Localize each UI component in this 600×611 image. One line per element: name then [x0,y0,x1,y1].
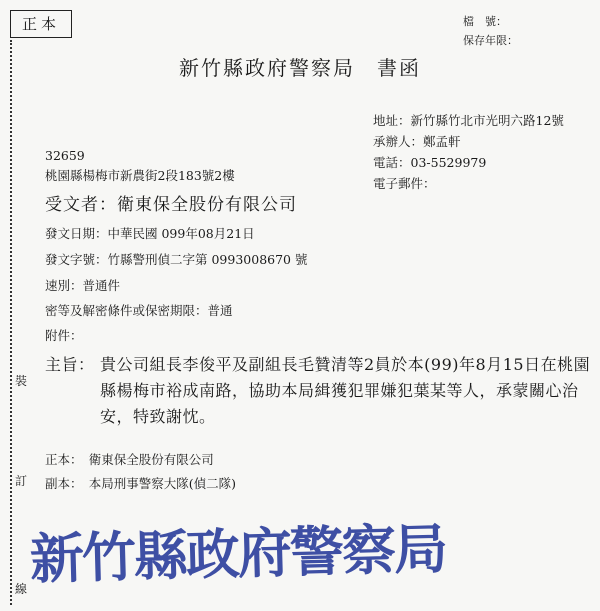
sender-address: 地址：新竹縣竹北市光明六路12號 [373,113,564,128]
binding-char-2: 訂 [15,470,27,491]
attachments: 附件： [45,328,83,343]
document-title: 新竹縣政府警察局 書函 [179,56,421,80]
document-number: 發文字號：竹縣警刑偵二字第 0993008670 號 [45,252,308,267]
subject-text: 貴公司組長李俊平及副組長毛贊清等2員於本(99)年8月15日在桃園縣楊梅市裕成南路，協助本局緝獲犯罪嫌犯葉某等人，承蒙關心治安，特致謝忱。 [100,355,591,426]
secrecy-level: 密等及解密條件或保密期限：普通 [45,303,233,318]
binding-char-3: 線 [15,578,27,599]
recipient-postal-code: 32659 [45,148,85,163]
copy-recipient: 副本： 本局刑事警察大隊(偵二隊) [45,476,237,491]
main-recipient: 正本： 衛東保全股份有限公司 [45,452,214,467]
sender-contact [373,110,564,194]
delivery-speed: 速別：普通件 [45,278,121,293]
copy-type-box: 正本 [10,10,72,38]
recipient-line: 受文者：衛東保全股份有限公司 [45,195,297,215]
agency-seal-stamp: 新竹縣政府警察局 [29,517,447,592]
retention-period: 保存年限： [463,34,518,47]
binding-char-1: 裝 [15,370,27,391]
email-address: 電子郵件： [373,176,436,191]
issue-date: 發文日期：中華民國 099年08月21日 [45,226,255,241]
subject-section [45,352,600,430]
archive-number: 檔 號： [463,15,507,28]
recipient-address: 桃園縣楊梅市新農街2段183號2樓 [45,168,235,183]
phone-number: 電話：03-5529979 [373,155,487,170]
binding-line [10,40,28,605]
handler-name: 承辦人：鄭孟軒 [373,134,461,149]
subject-label: 主旨： [45,355,95,374]
archive-info [463,12,518,50]
